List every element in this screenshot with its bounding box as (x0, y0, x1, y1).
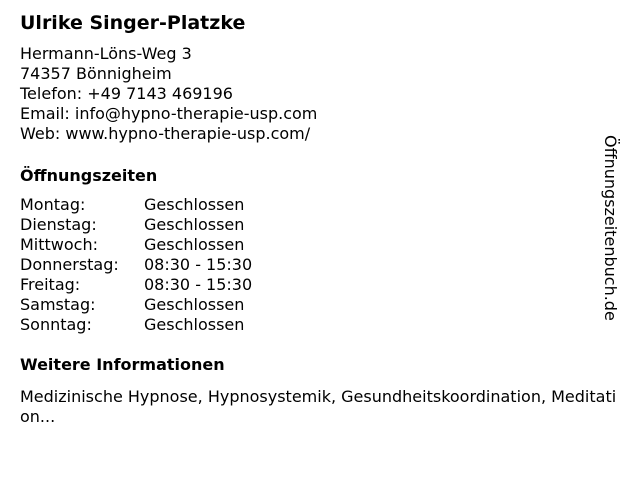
street-address: Hermann-Löns-Weg 3 (20, 44, 192, 63)
business-card (20, 10, 620, 427)
day-label: Montag: (20, 195, 86, 214)
day-label: Sonntag: (20, 315, 92, 334)
day-label: Mittwoch: (20, 235, 98, 254)
hours-row-thursday (20, 255, 620, 275)
contact-block (20, 44, 620, 144)
email-address: Email: info@hypno-therapie-usp.com (20, 104, 318, 123)
city-address: 74357 Bönnigheim (20, 64, 172, 83)
watermark-text: Öffnungszeitenbuch.de (601, 135, 620, 321)
more-info-title: Weitere Informationen (20, 355, 225, 374)
opening-hours-table (20, 195, 620, 335)
hours-value: Geschlossen (144, 235, 245, 254)
hours-row-monday (20, 195, 620, 215)
more-info-text: Medizinische Hypnose, Hypnosystemik, Gesundheitskoordination, Meditation... (20, 387, 617, 426)
business-name: Ulrike Singer-Platzke (20, 12, 246, 34)
hours-value: 08:30 - 15:30 (144, 275, 253, 294)
opening-hours-title: Öffnungszeiten (20, 166, 158, 185)
website-address: Web: www.hypno-therapie-usp.com/ (20, 124, 311, 143)
day-label: Dienstag: (20, 215, 97, 234)
phone-number: Telefon: +49 7143 469196 (20, 84, 233, 103)
hours-row-friday (20, 275, 620, 295)
day-label: Samstag: (20, 295, 96, 314)
hours-value: 08:30 - 15:30 (144, 255, 253, 274)
hours-value: Geschlossen (144, 295, 245, 314)
hours-value: Geschlossen (144, 315, 245, 334)
hours-row-tuesday (20, 215, 620, 235)
hours-row-sunday (20, 315, 620, 335)
hours-row-wednesday (20, 235, 620, 255)
hours-row-saturday (20, 295, 620, 315)
day-label: Freitag: (20, 275, 81, 294)
day-label: Donnerstag: (20, 255, 119, 274)
hours-value: Geschlossen (144, 195, 245, 214)
hours-value: Geschlossen (144, 215, 245, 234)
